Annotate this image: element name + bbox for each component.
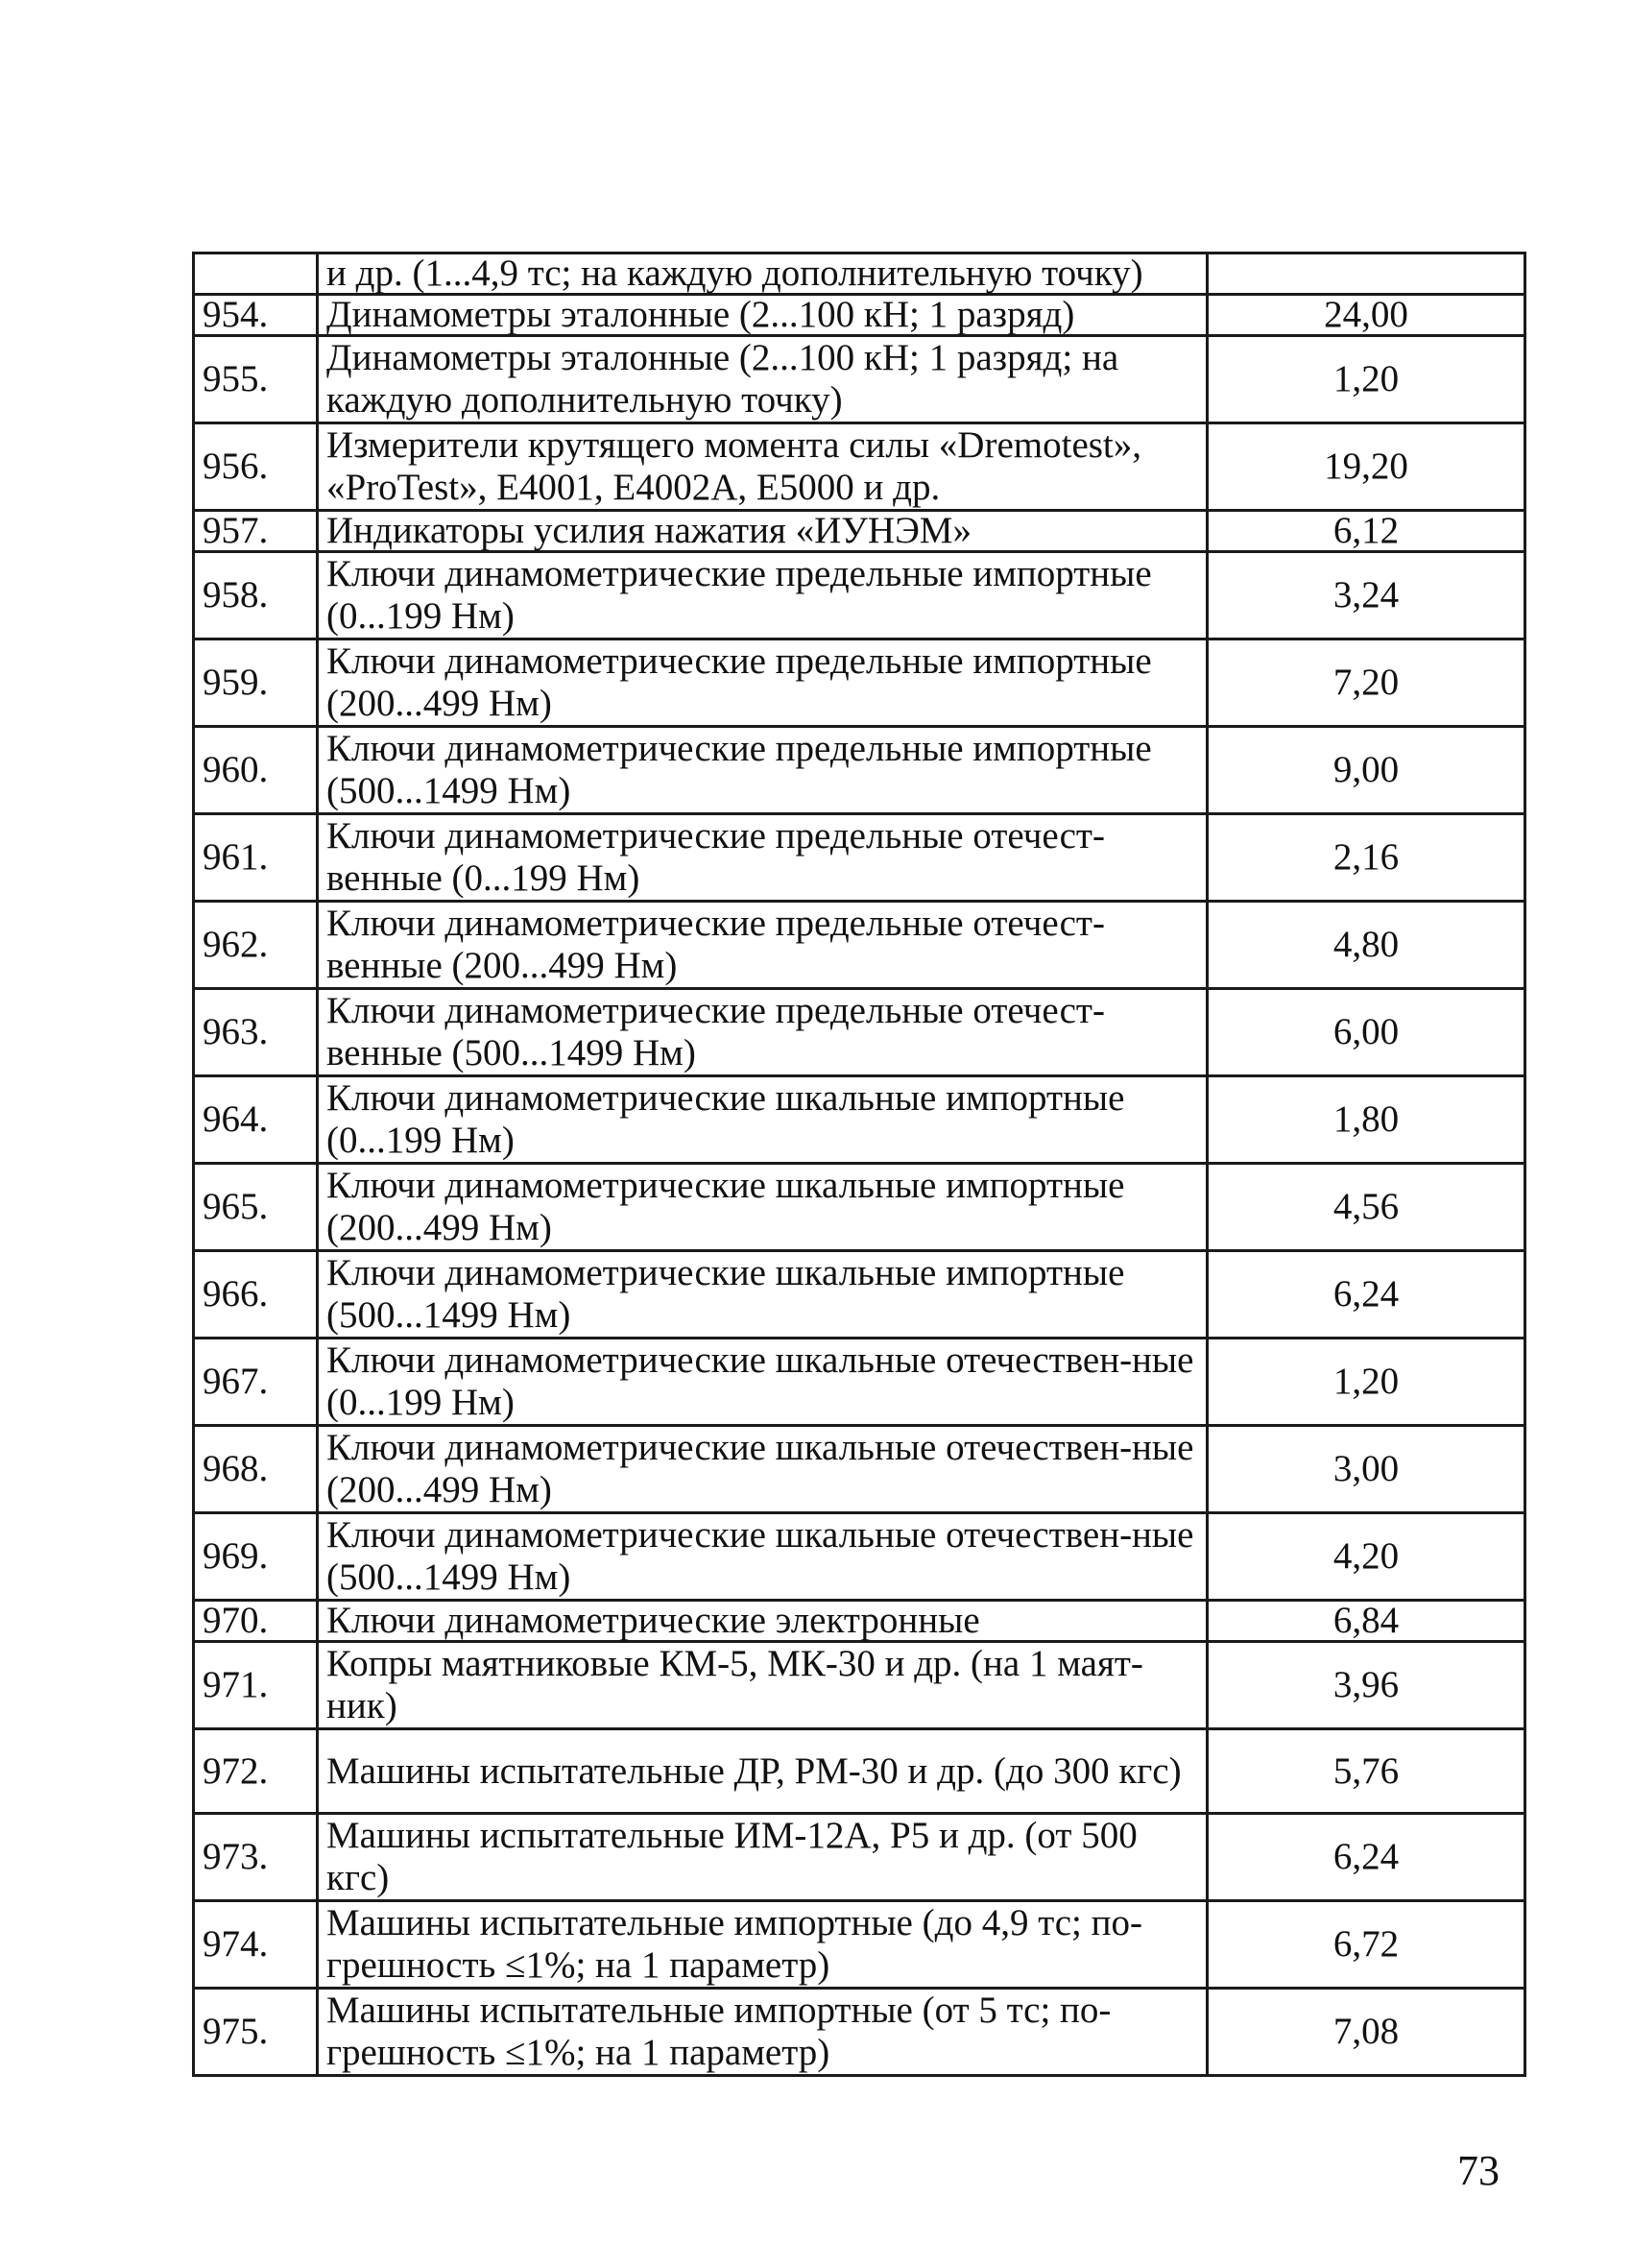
item-number: 957. [194, 511, 318, 552]
item-description: Динамометры эталонные (2...100 кН; 1 разряд; на каждую дополнительную точку) [318, 336, 1208, 423]
item-price: 3,24 [1208, 552, 1525, 639]
item-price: 6,12 [1208, 511, 1525, 552]
item-number: 966. [194, 1251, 318, 1339]
table-row [194, 814, 1525, 902]
item-number: 973. [194, 1814, 318, 1901]
item-description: Ключи динамометрические предельные отечест-венные (0...199 Нм) [318, 814, 1208, 902]
table-row [194, 902, 1525, 989]
table-row [194, 1164, 1525, 1251]
item-number: 969. [194, 1513, 318, 1601]
item-number: 962. [194, 902, 318, 989]
item-description: Ключи динамометрические шкальные импортные (200...499 Нм) [318, 1164, 1208, 1251]
item-price: 24,00 [1208, 295, 1525, 336]
item-price: 1,20 [1208, 1339, 1525, 1426]
item-number: 968. [194, 1426, 318, 1513]
item-description: и др. (1...4,9 тс; на каждую дополнительную точку) [318, 253, 1208, 295]
price-table [192, 252, 1526, 2077]
item-price: 1,20 [1208, 336, 1525, 423]
item-description: Ключи динамометрические шкальные отечествен-ные (0...199 Нм) [318, 1339, 1208, 1426]
item-price: 19,20 [1208, 423, 1525, 511]
item-number: 955. [194, 336, 318, 423]
item-number: 970. [194, 1601, 318, 1642]
table-row [194, 1251, 1525, 1339]
item-description: Индикаторы усилия нажатия «ИУНЭМ» [318, 511, 1208, 552]
item-description: Ключи динамометрические предельные отечест-венные (200...499 Нм) [318, 902, 1208, 989]
item-number: 954. [194, 295, 318, 336]
table-row [194, 989, 1525, 1076]
item-price: 2,16 [1208, 814, 1525, 902]
item-description: Копры маятниковые КМ-5, МК-30 и др. (на 1 маят-ник) [318, 1642, 1208, 1729]
item-price: 1,80 [1208, 1076, 1525, 1164]
item-description: Ключи динамометрические шкальные отечествен-ные (500...1499 Нм) [318, 1513, 1208, 1601]
item-description: Измерители крутящего момента силы «Dremotest», «ProTest», Е4001, Е4002А, Е5000 и др. [318, 423, 1208, 511]
table-row [194, 1076, 1525, 1164]
item-number: 961. [194, 814, 318, 902]
item-description: Ключи динамометрические шкальные отечествен-ные (200...499 Нм) [318, 1426, 1208, 1513]
table-row [194, 295, 1525, 336]
item-price: 4,80 [1208, 902, 1525, 989]
table-row [194, 639, 1525, 727]
table-row [194, 1601, 1525, 1642]
table-row [194, 253, 1525, 295]
item-price: 6,24 [1208, 1251, 1525, 1339]
table-row [194, 727, 1525, 814]
item-description: Машины испытательные ИМ-12А, Р5 и др. (от 500 кгс) [318, 1814, 1208, 1901]
table-row [194, 1901, 1525, 1989]
page-number: 73 [1457, 2147, 1500, 2194]
item-number: 974. [194, 1901, 318, 1989]
item-price: 7,20 [1208, 639, 1525, 727]
item-number: 975. [194, 1989, 318, 2076]
item-number [194, 253, 318, 295]
item-price: 6,24 [1208, 1814, 1525, 1901]
table-row [194, 552, 1525, 639]
table-row [194, 1513, 1525, 1601]
item-number: 963. [194, 989, 318, 1076]
item-description: Ключи динамометрические предельные импортные (200...499 Нм) [318, 639, 1208, 727]
item-number: 972. [194, 1729, 318, 1814]
item-price [1208, 253, 1525, 295]
item-price: 5,76 [1208, 1729, 1525, 1814]
item-price: 3,00 [1208, 1426, 1525, 1513]
item-price: 4,20 [1208, 1513, 1525, 1601]
item-number: 964. [194, 1076, 318, 1164]
table-row [194, 1729, 1525, 1814]
item-number: 956. [194, 423, 318, 511]
table-row [194, 1989, 1525, 2076]
table-row [194, 1339, 1525, 1426]
item-number: 971. [194, 1642, 318, 1729]
item-price: 6,72 [1208, 1901, 1525, 1989]
table-row [194, 336, 1525, 423]
item-price: 9,00 [1208, 727, 1525, 814]
item-number: 959. [194, 639, 318, 727]
item-price: 6,84 [1208, 1601, 1525, 1642]
item-description: Машины испытательные импортные (от 5 тс; по-грешность ≤1%; на 1 параметр) [318, 1989, 1208, 2076]
table-row [194, 1814, 1525, 1901]
item-price: 7,08 [1208, 1989, 1525, 2076]
table-row [194, 511, 1525, 552]
table-row [194, 1642, 1525, 1729]
item-price: 3,96 [1208, 1642, 1525, 1729]
item-number: 967. [194, 1339, 318, 1426]
item-description: Ключи динамометрические шкальные импортные (500...1499 Нм) [318, 1251, 1208, 1339]
item-description: Ключи динамометрические электронные [318, 1601, 1208, 1642]
item-number: 960. [194, 727, 318, 814]
table-row [194, 423, 1525, 511]
item-description: Ключи динамометрические предельные импортные (0...199 Нм) [318, 552, 1208, 639]
item-price: 6,00 [1208, 989, 1525, 1076]
item-description: Ключи динамометрические предельные отечест-венные (500...1499 Нм) [318, 989, 1208, 1076]
item-description: Ключи динамометрические предельные импортные (500...1499 Нм) [318, 727, 1208, 814]
item-description: Машины испытательные ДР, РМ-30 и др. (до 300 кгс) [318, 1729, 1208, 1814]
item-description: Динамометры эталонные (2...100 кН; 1 разряд) [318, 295, 1208, 336]
item-number: 958. [194, 552, 318, 639]
item-description: Ключи динамометрические шкальные импортные (0...199 Нм) [318, 1076, 1208, 1164]
item-price: 4,56 [1208, 1164, 1525, 1251]
item-number: 965. [194, 1164, 318, 1251]
item-description: Машины испытательные импортные (до 4,9 тс; по-грешность ≤1%; на 1 параметр) [318, 1901, 1208, 1989]
table-row [194, 1426, 1525, 1513]
